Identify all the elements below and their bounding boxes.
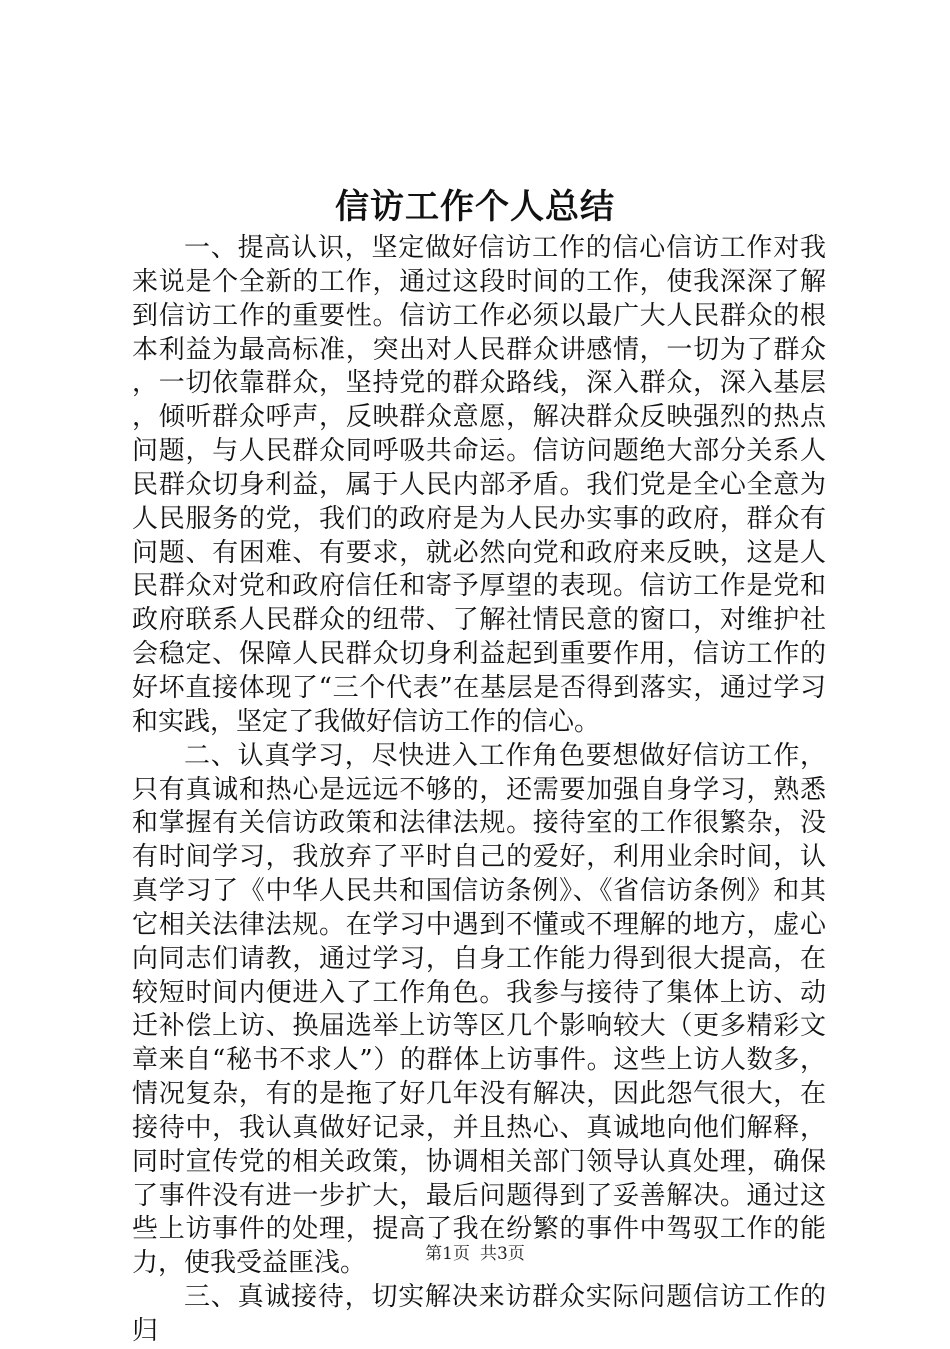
document-title: 信访工作个人总结: [335, 187, 615, 227]
paragraph-3: 三、真诚接待，切实解决来访群众实际问题信访工作的归: [132, 1282, 826, 1346]
paragraph-1: 一、提高认识，坚定做好信访工作的信心信访工作对我来说是个全新的工作，通过这段时间的工作，使我深深了解到信访工作的重要性。信访工作必须以最广大人民群众的根本利益为最高标准，突出对人民群众讲感情，一切为了群众，一切依靠群众，坚持党的群众路线，深入群众，深入基层，倾听群众呼声，反映群众意愿，解决群众反映强烈的热点问题，与人民群众同呼吸共命运。信访问题绝大部分关系人民群众切身利益，属于人民内部矛盾。我们党是全心全意为人民服务的党，我们的政府是为人民办实事的政府，群众有问题、有困难、有要求，就必然向党和政府来反映，这是人民群众对党和政府信任和寄予厚望的表现。信访工作是党和政府联系人民群众的纽带、了解社情民意的窗口，对维护社会稳定、保障人民群众切身利益起到重要作用，信访工作的好坏直接体现了“三个代表”在基层是否得到落实，通过学习和实践，坚定了我做好信访工作的信心。: [132, 233, 826, 737]
paragraph-2: 二、认真学习，尽快进入工作角色要想做好信访工作，只有真诚和热心是远远不够的，还需要加强自身学习，熟悉和掌握有关信访政策和法律法规。接待室的工作很繁杂，没有时间学习，我放弃了平时自己的爱好，利用业余时间，认真学习了《中华人民共和国信访条例》、《省信访条例》和其它相关法律法规。在学习中遇到不懂或不理解的地方，虚心向同志们请教，通过学习，自身工作能力得到很大提高，在较短时间内便进入了工作角色。我参与接待了集体上访、动迁补偿上访、换届选举上访等区几个影响较大（更多精彩文章来自“秘书不求人”）的群体上访事件。这些上访人数多，情况复杂，有的是拖了好几年没有解决，因此怨气很大，在接待中，我认真做好记录，并且热心、真诚地向他们解释，同时宣传党的相关政策，协调相关部门领导认真处理，确保了事件没有进一步扩大，最后问题得到了妥善解决。通过这些上访事件的处理，提高了我在纷繁的事件中驾驭工作的能力，使我受益匪浅。: [132, 740, 826, 1279]
page-number: 第1页: [425, 1244, 470, 1264]
document-body: [132, 232, 826, 1349]
page-footer: [0, 1242, 950, 1266]
page-total: 共3页: [480, 1244, 525, 1264]
